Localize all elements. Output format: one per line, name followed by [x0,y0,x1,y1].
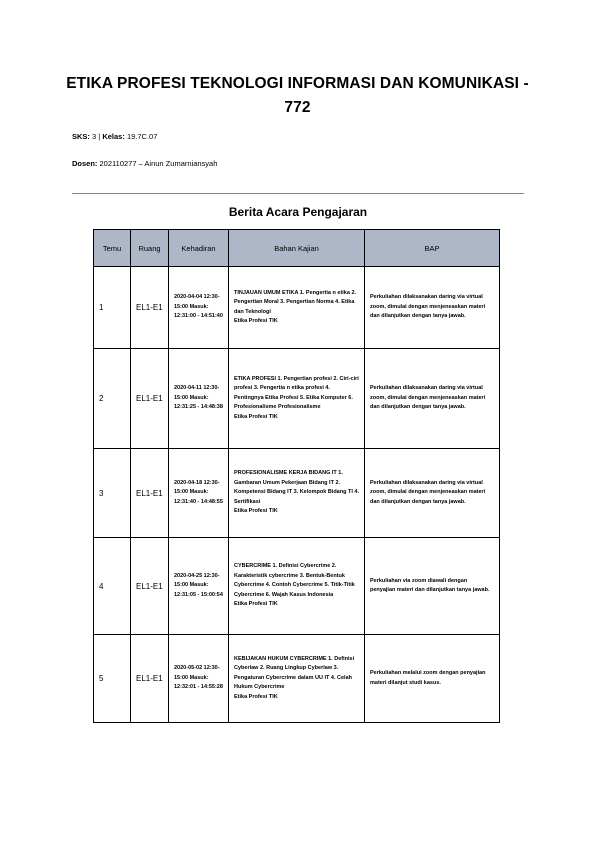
cell-ruang: EL1-E1 [131,349,169,449]
dosen-label: Dosen: [72,159,98,168]
cell-temu: 5 [94,635,131,723]
sks-value: 3 [92,132,97,141]
lecturer-info-line [72,159,217,168]
cell-bap: Perkuliahan melalui zoom dengan penyajian materi dilanjut studi kasus. [365,635,500,723]
cell-bap: Perkuliahan dilaksanakan daring via virtual zoom, dimulai dengan menjeneaskan materi dan dilanjutkan dengan tanya jawab. [365,349,500,449]
cell-temu: 2 [94,349,131,449]
cell-bap: Perkuliahan dilaksanakan daring via virtual zoom, dimulai dengan menjeneaskan materi dan dilanjutkan dengan tanya jawab. [365,267,500,349]
cell-kehadiran: 2020-05-02 12:30-15:00 Masuk: 12:32:01 - 14:55:28 [169,635,229,723]
table-row [94,449,500,538]
cell-temu: 4 [94,538,131,635]
course-info-line [72,132,157,141]
cell-temu: 3 [94,449,131,538]
cell-kehadiran: 2020-04-25 12:30-15:00 Masuk: 12:31:05 - 15:00:54 [169,538,229,635]
cell-bap: Perkuliahan dilaksanakan daring via virtual zoom, dimulai dengan menjeneaskan materi dan dilanjutkan dengan tanya jawab. [365,449,500,538]
cell-ruang: EL1-E1 [131,449,169,538]
table-row [94,267,500,349]
teaching-record-table [93,229,500,723]
table-row [94,635,500,723]
cell-kehadiran: 2020-04-04 12:30-15:00 Masuk: 12:31:00 - 14:51:40 [169,267,229,349]
cell-bahan-kajian: CYBERCRIME 1. Definisi Cybercrime 2. Karakteristik cybercrime 3. Bentuk-Bentuk Cybercrime 4. Contoh Cybercrime 5. Titik-Titik Cybercrime 6. Wajah Kasus Indonesia Etika Profesi TIK [229,538,365,635]
cell-bap: Perkuliahan via zoom diawali dengan penyajian materi dan dilanjutkan tanya jawab. [365,538,500,635]
header-temu: Temu [94,230,131,267]
cell-kehadiran: 2020-04-18 12:30-15:00 Masuk: 12:31:40 - 14:48:55 [169,449,229,538]
horizontal-divider [72,193,524,194]
table-row [94,538,500,635]
table-row [94,349,500,449]
cell-bahan-kajian: KEBIJAKAN HUKUM CYBERCRIME 1. Definisi Cyberlaw 2. Ruang Lingkup Cyberlaw 3. Pengaturan Cybercrime dalam UU IT 4. Celah Hukum Cybercrime Etika Profesi TIK [229,635,365,723]
header-kehadiran: Kehadiran [169,230,229,267]
separator: | [98,132,101,141]
document-title: ETIKA PROFESI TEKNOLOGI INFORMASI DAN KOMUNIKASI - 772 [66,75,529,116]
cell-ruang: EL1-E1 [131,635,169,723]
section-title: Berita Acara Pengajaran [228,205,368,219]
dosen-value: 202110277 – Ainun Zumarniansyah [99,159,218,168]
cell-temu: 1 [94,267,131,349]
cell-bahan-kajian: TINJAUAN UMUM ETIKA 1. Pengertia n etika 2. Pengertian Moral 3. Pengertian Norma 4. Etika dan Teknologi Etika Profesi TIK [229,267,365,349]
header-ruang: Ruang [131,230,169,267]
kelas-value: 19.7C.07 [126,132,158,141]
cell-kehadiran: 2020-04-11 12:30-15:00 Masuk: 12:31:25 - 14:48:38 [169,349,229,449]
kelas-label: Kelas: [102,132,125,141]
cell-bahan-kajian: PROFESIONALISME KERJA BIDANG IT 1. Gambaran Umum Pekerjaan Bidang IT 2. Kompetensi Bidang IT 3. Kelompok Bidang TI 4. Sertifikasi Etika Profesi TIK [229,449,365,538]
cell-ruang: EL1-E1 [131,538,169,635]
header-bahan-kajian: Bahan Kajian [229,230,365,267]
table-header-row [94,230,500,267]
header-bap: BAP [365,230,500,267]
cell-bahan-kajian: ETIKA PROFESI 1. Pengertian profesi 2. Ciri-ciri profesi 3. Pengertia n etika profesi 4. Pentingnya Etika Profesi 5. Etika Komputer 6. Profesionalisme Profesionalisme Etika Profesi TIK [229,349,365,449]
cell-ruang: EL1-E1 [131,267,169,349]
sks-label: SKS: [72,132,90,141]
